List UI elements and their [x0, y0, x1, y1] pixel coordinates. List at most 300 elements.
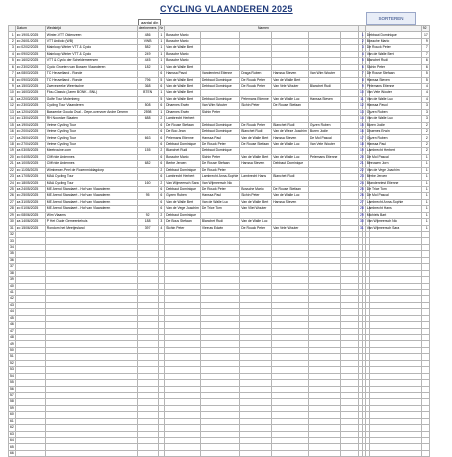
rider-name-cell[interactable]: Bossche Mario — [165, 154, 201, 160]
club-count[interactable]: 1 — [158, 38, 165, 44]
rider-name-cell[interactable]: De Rouck Peter — [200, 167, 239, 173]
event-date[interactable]: za 19/04/2025 — [15, 122, 45, 128]
ranking-score[interactable]: 1 — [421, 186, 429, 192]
club-count[interactable]: 1 — [158, 45, 165, 51]
rider-name-cell[interactable]: Van de Walle Bert — [272, 77, 309, 83]
ranking-score[interactable]: 2 — [421, 135, 429, 141]
rider-name-cell[interactable]: De Rouck Peter — [240, 77, 272, 83]
club-count[interactable] — [158, 450, 165, 456]
row-number[interactable]: 1 — [9, 32, 16, 38]
ranking-position[interactable]: 20 — [360, 154, 364, 159]
row-number[interactable]: 45 — [10, 315, 14, 320]
participants-count[interactable]: VWB — [137, 38, 158, 44]
participants-count[interactable]: 155 — [137, 148, 158, 154]
ranking-rider-name[interactable]: Van Vele Wouter — [365, 90, 421, 96]
row-number[interactable]: 23 — [10, 174, 14, 179]
event-name[interactable]: Mainloop Winter VTT & Cyclo — [45, 51, 137, 57]
row-number[interactable]: 52 — [10, 360, 14, 365]
ranking-score[interactable]: 3 — [421, 103, 429, 109]
rider-name-cell[interactable]: Pelemans Etienne — [165, 135, 201, 141]
table-row[interactable] — [9, 122, 370, 128]
event-date[interactable]: za 26/04/2025 — [15, 135, 45, 141]
ranking-score[interactable]: 5 — [421, 71, 429, 77]
row-number[interactable]: 38 — [10, 270, 14, 275]
row-number[interactable]: 13 — [10, 109, 14, 114]
club-count[interactable]: 5 — [158, 77, 165, 83]
ranking-position[interactable]: 22 — [360, 167, 364, 172]
rider-name-cell[interactable]: Bossche Mario — [165, 58, 201, 64]
ranking-score[interactable]: 4 — [421, 90, 429, 96]
rider-name-cell[interactable]: Hanssa Steven — [308, 96, 340, 102]
ranking-score[interactable]: 7 — [421, 45, 429, 51]
ranking-score[interactable]: 1 — [421, 167, 429, 173]
event-date[interactable]: za 10/05/2025 — [15, 161, 45, 167]
rider-name-cell[interactable]: Hanssa Steven — [272, 135, 309, 141]
rider-name-cell[interactable]: Van de Vege Joachim — [166, 206, 199, 211]
rider-name-cell[interactable]: Buren Jodie — [308, 129, 340, 135]
participants-count[interactable]: 486 — [137, 32, 158, 38]
ranking-position[interactable]: 30 — [360, 219, 364, 224]
ranking-score[interactable]: 3 — [421, 109, 429, 115]
row-number[interactable]: 21 — [10, 161, 14, 166]
rider-name-cell[interactable]: Sichin Peter — [240, 103, 272, 109]
event-name[interactable]: Wim Vlaams — [45, 212, 137, 218]
ranking-rider-name[interactable]: Hanssa Pavol — [365, 103, 421, 109]
rider-name-cell[interactable]: Dhaenes Erwin — [165, 103, 201, 109]
row-number[interactable]: 62 — [10, 425, 14, 430]
rider-name-cell[interactable]: Van de Walle Luc — [272, 96, 309, 102]
rider-name-cell[interactable]: Vleeuw Edwin — [200, 225, 239, 231]
rider-name-cell[interactable]: Gyzen Ruben — [165, 193, 201, 199]
ranking-score[interactable]: 1 — [421, 199, 429, 205]
ranking-score[interactable]: 5 — [421, 77, 429, 83]
ranking-rider-name[interactable]: De Mol Pascal — [365, 193, 421, 199]
ranking-position[interactable]: 23 — [360, 174, 364, 179]
rider-name-cell[interactable]: Hanssa Steven — [272, 199, 309, 205]
club-count[interactable]: 4 — [158, 225, 165, 231]
ranking-score[interactable]: 17 — [421, 32, 429, 38]
rider-name-cell[interactable]: Vandenriest Etienne — [200, 71, 239, 77]
ranking-position[interactable]: 3 — [359, 45, 366, 51]
event-date[interactable]: zo 15/06/2025 — [15, 225, 45, 231]
event-name[interactable]: Vetme Cycling Tour — [45, 135, 137, 141]
event-date[interactable]: zo 02/02/2025 — [15, 45, 45, 51]
ranking-position[interactable]: 4 — [359, 51, 366, 57]
row-number[interactable]: 57 — [10, 393, 14, 398]
club-count[interactable]: 6 — [158, 83, 165, 89]
ranking-rider-name[interactable]: Van Wijmeersch Sara — [365, 225, 421, 231]
event-date[interactable]: zo 23/02/2025 — [15, 64, 45, 70]
ranking-rider-name[interactable]: Gyzen Ruben — [365, 109, 421, 115]
ranking-rider-name[interactable]: Blanchet Rudi — [365, 58, 421, 64]
event-name[interactable]: Meetrouine.com — [45, 148, 137, 154]
ranking-rider-name[interactable]: Berbe Jeroen — [365, 174, 421, 180]
ranking-rider-name[interactable]: De Rouck Peter — [365, 45, 421, 51]
row-number[interactable]: 41 — [10, 290, 14, 295]
row-number[interactable]: 3 — [9, 45, 16, 51]
event-name[interactable]: Cycling Tour Vlaanderen — [45, 103, 137, 109]
row-number[interactable]: 44 — [10, 309, 14, 314]
ranking-score[interactable]: 1 — [421, 206, 429, 212]
ranking-position[interactable]: 17 — [360, 135, 364, 140]
ranking-position[interactable]: 29 — [360, 212, 364, 217]
rider-name-cell[interactable]: Sichin Peter — [240, 193, 272, 199]
row-number[interactable]: 49 — [10, 341, 14, 346]
ranking-score[interactable]: 9 — [421, 38, 429, 44]
rider-name-cell[interactable]: Van de Walle Bert — [165, 77, 201, 83]
ranking-rider-name[interactable]: Lambrecht Hans — [365, 206, 421, 212]
ranking-position[interactable]: 31 — [360, 225, 364, 230]
row-number[interactable]: 39 — [10, 277, 14, 282]
ranking-rider-name[interactable]: Hanssa Steven — [365, 77, 421, 83]
club-count[interactable]: 5 — [158, 96, 165, 102]
rider-name-cell[interactable]: Van de Walle Bert — [240, 199, 272, 205]
club-count[interactable]: 6 — [158, 161, 165, 167]
event-date[interactable]: zo 13/04/2025 — [15, 116, 45, 122]
table-row[interactable] — [9, 96, 370, 102]
ranking-position[interactable]: 21 — [360, 161, 364, 166]
rider-name-cell[interactable]: Hanssa Paul — [200, 135, 239, 141]
participants-count[interactable]: 508 — [137, 103, 158, 109]
club-count[interactable]: 6 — [158, 71, 165, 77]
rider-name-cell[interactable]: Debbaut Dominique — [200, 148, 239, 154]
event-date[interactable]: zo 25/05/2025 — [15, 193, 45, 199]
rider-name-cell[interactable]: Van de Walle Bert — [165, 45, 201, 51]
ranking-rider-name[interactable]: Beeuwen Jorn — [365, 161, 421, 167]
rider-name-cell[interactable]: Van Vele Wouter — [272, 83, 309, 89]
rider-name-cell[interactable]: Debbaut Dominique — [200, 83, 239, 89]
participants-count[interactable]: 2598 — [137, 109, 158, 115]
event-date[interactable]: zo 27/04/2025 — [15, 141, 45, 147]
ranking-score[interactable]: 3 — [421, 116, 429, 122]
event-date[interactable]: zo 26/01/2025 — [15, 38, 45, 44]
row-number[interactable]: 31 — [10, 225, 14, 230]
event-date[interactable]: zo 04/05/2025 — [15, 154, 45, 160]
ranking-score[interactable]: 1 — [421, 161, 429, 167]
rider-name-cell[interactable]: Pelemans Etienne — [240, 96, 272, 102]
club-count[interactable]: 2 — [158, 148, 165, 154]
participants-count[interactable]: 249 — [137, 51, 158, 57]
ranking-position[interactable] — [359, 450, 366, 456]
participants-count[interactable]: 663 — [137, 135, 158, 141]
ranking-position[interactable]: 25 — [360, 187, 364, 192]
rider-name-cell[interactable]: Lambrecht Hans — [240, 174, 272, 180]
event-name[interactable]: Cliff ride Ardennes — [45, 161, 137, 167]
ranking-rider-name[interactable]: Van de Vege Joachim — [365, 167, 421, 173]
club-count[interactable]: 6 — [158, 186, 165, 192]
row-number[interactable]: 40 — [10, 283, 14, 288]
ranking-position[interactable]: 28 — [360, 206, 364, 211]
rider-name-cell[interactable]: De Rouck Peter — [240, 225, 272, 231]
row-number[interactable]: 19 — [10, 148, 14, 153]
participants-count[interactable]: 397 — [137, 225, 158, 231]
ranking-position[interactable]: 12 — [360, 103, 364, 108]
participants-count[interactable]: 582 — [137, 45, 158, 51]
rider-name-cell[interactable]: Draga Ruben — [240, 71, 272, 77]
club-count[interactable]: 1 — [158, 32, 165, 38]
event-name[interactable]: Rondom het Meetjesland — [45, 225, 137, 231]
table-row[interactable] — [9, 135, 370, 141]
ranking-position[interactable]: 8 — [359, 77, 366, 83]
event-date[interactable]: zo 19/01/2025 — [15, 32, 45, 38]
club-count[interactable]: 6 — [158, 103, 165, 109]
rider-name-cell[interactable]: De Rouck Peter — [240, 122, 272, 128]
club-count[interactable]: 6 — [158, 193, 165, 199]
participants-count[interactable]: 688 — [137, 116, 158, 122]
event-date[interactable]: za 15/03/2025 — [15, 83, 45, 89]
club-count[interactable]: 2 — [158, 116, 165, 122]
event-date[interactable]: za 24/05/2025 — [15, 186, 45, 192]
rider-name-cell[interactable]: Blanchet Rudi — [308, 83, 340, 89]
rider-name-cell[interactable]: Debbaut Dominique — [200, 96, 239, 102]
rider-name-cell[interactable]: Debbaut Dominique — [200, 129, 239, 135]
ranking-rider-name[interactable]: Van de Walle Bert — [365, 51, 421, 57]
rider-name-cell[interactable]: Bossche Mario — [240, 186, 272, 192]
row-number[interactable]: 20 — [10, 154, 14, 159]
ranking-rider-name[interactable] — [365, 450, 421, 456]
row-number[interactable]: 36 — [10, 257, 14, 262]
participants-count[interactable]: 92 — [137, 212, 158, 218]
event-name[interactable]: Vetme Cycling Tour — [45, 141, 137, 147]
rider-name-cell[interactable]: Van de Walle Bert — [240, 135, 272, 141]
row-number[interactable]: 54 — [10, 373, 14, 378]
rider-name-cell[interactable]: Bossche Mario — [165, 38, 201, 44]
row-number[interactable]: 50 — [10, 347, 14, 352]
row-number[interactable]: 46 — [10, 322, 14, 327]
ranking-position[interactable]: 10 — [360, 90, 364, 95]
ranking-rider-name[interactable]: Sichin Peter — [365, 64, 421, 70]
ranking-score[interactable]: 1 — [421, 154, 429, 160]
ranking-rider-name[interactable]: De Trice Tom — [365, 186, 421, 192]
row-number[interactable]: 32 — [10, 232, 14, 237]
rider-name-cell[interactable]: Van de Walle Bert — [165, 96, 201, 102]
rider-name-cell[interactable]: De Rouse Stefaan — [240, 141, 272, 147]
row-number[interactable]: 64 — [10, 438, 14, 443]
row-number[interactable]: 17 — [10, 135, 14, 140]
club-count[interactable]: 6 — [158, 122, 165, 128]
row-number[interactable]: 63 — [10, 431, 14, 436]
row-number[interactable]: 5 — [9, 58, 16, 64]
row-number[interactable]: 43 — [10, 302, 14, 307]
row-number[interactable]: 26 — [10, 193, 14, 198]
row-number[interactable]: 59 — [10, 405, 14, 410]
ranking-position[interactable]: 11 — [360, 96, 364, 101]
event-name[interactable] — [45, 450, 137, 456]
row-number[interactable]: 60 — [10, 412, 14, 417]
rider-name-cell[interactable]: Van de Walle Luc — [240, 219, 272, 225]
club-count[interactable]: 2 — [158, 167, 165, 173]
row-number[interactable]: 15 — [10, 122, 14, 127]
ranking-score[interactable]: 2 — [421, 122, 429, 128]
rider-name-cell[interactable]: Van de Weze Joachim — [273, 129, 307, 134]
rider-name-cell[interactable]: De Bous Stefaan — [165, 219, 201, 225]
rider-name-cell[interactable]: Debbaut Dominique — [165, 186, 201, 192]
rider-name-cell[interactable]: Van Wim Wouter — [308, 71, 340, 77]
rider-name-cell[interactable]: De Trice Tom — [200, 206, 239, 212]
rider-name-cell[interactable] — [165, 450, 201, 456]
event-name[interactable]: Winter-VTT Oldenzeen — [45, 32, 137, 38]
row-number[interactable]: 51 — [10, 354, 14, 359]
ranking-position[interactable]: 16 — [360, 129, 364, 134]
row-number[interactable]: 30 — [10, 219, 14, 224]
row-number[interactable]: 53 — [10, 367, 14, 372]
rider-name-cell[interactable]: Debbaut Dominique — [165, 212, 201, 218]
rider-name-cell[interactable]: Van de Walle Luc — [272, 193, 309, 199]
rider-name-cell[interactable]: Sichin Peter — [165, 225, 201, 231]
ranking-rider-name[interactable]: Lambrecht Anna-Sophie — [365, 199, 421, 205]
ranking-score[interactable]: 1 — [421, 212, 429, 218]
rider-name-cell[interactable]: Van de Walle Bert — [165, 64, 201, 70]
ranking-position[interactable]: 1 — [359, 32, 366, 38]
event-name[interactable]: Vetme Cycling Tour — [45, 122, 137, 128]
participants-count[interactable]: 368 — [137, 83, 158, 89]
club-count[interactable]: 6 — [158, 174, 165, 180]
row-number[interactable]: 65 — [10, 444, 14, 449]
participants-count[interactable]: 682 — [137, 161, 158, 167]
rider-name-cell[interactable]: De Rouse Stefaan — [200, 161, 239, 167]
row-number[interactable]: 66 — [10, 450, 14, 455]
club-count[interactable]: 1 — [158, 51, 165, 57]
ranking-position[interactable]: 15 — [360, 122, 364, 127]
event-name[interactable]: Wimbewer-Peel de Rozenmiddagdorp — [45, 167, 137, 173]
ranking-position[interactable]: 13 — [360, 109, 364, 114]
ranking-score[interactable]: 1 — [421, 225, 429, 231]
rider-name-cell[interactable]: Van de Walle Bert — [165, 83, 201, 89]
ranking-rider-name[interactable]: Brandenriest Etienne — [365, 180, 421, 186]
event-date[interactable]: zo 01/06/2025 — [15, 206, 45, 212]
ranking-rider-name[interactable]: Dhaenes Erwin — [365, 129, 421, 135]
event-name[interactable]: MAA Cycling Tour — [45, 180, 137, 186]
rider-name-cell[interactable]: Hanssa Pavol — [165, 71, 201, 77]
event-date[interactable]: zo 09/03/2025 — [15, 77, 45, 83]
event-date[interactable]: za 31/05/2025 — [15, 199, 45, 205]
rider-name-cell[interactable]: Blanchet Rudi — [200, 219, 239, 225]
row-number[interactable]: 37 — [10, 264, 14, 269]
ranking-position[interactable]: 14 — [360, 116, 364, 121]
rider-name-cell[interactable]: De Rouse Stefaan — [165, 122, 201, 128]
participants-count[interactable] — [137, 450, 158, 456]
rider-name-cell[interactable]: Hanssa Steven — [240, 161, 272, 167]
event-date[interactable]: zo 23/03/2025 — [15, 103, 45, 109]
rider-name-cell[interactable]: Van Vele Wouter — [272, 225, 309, 231]
row-number[interactable]: 8 — [9, 77, 16, 83]
rider-name-cell[interactable] — [272, 450, 309, 456]
rider-name-cell[interactable]: Debbaut Dominique — [272, 161, 309, 167]
club-count[interactable]: 2 — [158, 212, 165, 218]
row-number[interactable]: 56 — [10, 386, 14, 391]
rider-name-cell[interactable]: De Rouck Peter — [200, 186, 239, 192]
event-date[interactable]: za 14/06/2025 — [15, 219, 45, 225]
event-date[interactable]: zo 09/02/2025 — [15, 51, 45, 57]
event-name[interactable]: Mainloop Winter VTT & Cyclo — [45, 45, 137, 51]
rider-name-cell[interactable]: Van Wijmeersch Nic — [200, 180, 239, 186]
rider-name-cell[interactable] — [200, 450, 239, 456]
ranking-rider-name[interactable]: Van Wijmeersch Nic — [365, 219, 421, 225]
club-count[interactable]: 2 — [158, 180, 165, 186]
row-number[interactable]: 55 — [10, 380, 14, 385]
event-date[interactable]: za 03/05/2025 — [15, 148, 45, 154]
rider-name-cell[interactable]: Blanchet Rudi — [272, 122, 309, 128]
participants-count[interactable]: 182 — [137, 64, 158, 70]
ranking-rider-name[interactable]: Debbaut Dominique — [365, 32, 421, 38]
rider-name-cell[interactable]: De Rouse Stefaan — [272, 186, 309, 192]
rider-name-cell[interactable]: De Rouck Peter — [200, 141, 239, 147]
club-count[interactable]: 6 — [158, 154, 165, 160]
event-date[interactable]: zo 08/06/2025 — [15, 212, 45, 218]
rider-name-cell[interactable]: Blanchet Rudi — [240, 129, 272, 135]
table-row[interactable] — [9, 450, 370, 456]
ranking-score[interactable]: 1 — [421, 219, 429, 225]
rider-name-cell[interactable]: Sichin Peter — [200, 109, 239, 115]
ranking-score[interactable]: 2 — [421, 148, 429, 154]
ranking-position[interactable]: 24 — [360, 180, 364, 185]
row-number[interactable]: 48 — [10, 335, 14, 340]
table-row[interactable] — [9, 141, 370, 147]
club-count[interactable]: 1 — [158, 58, 165, 64]
ranking-score[interactable]: 1 — [421, 180, 429, 186]
event-name[interactable]: P Het Oude Gemeentehuis — [45, 219, 137, 225]
ranking-rider-name[interactable]: Van de Walle Luc — [365, 116, 421, 122]
row-number[interactable]: 2 — [9, 38, 16, 44]
event-name[interactable]: ME Arend Standaert - Hof van Vlaanderen — [45, 186, 137, 192]
row-number[interactable]: 16 — [10, 129, 14, 134]
row-number[interactable]: 11 — [10, 96, 14, 101]
event-name[interactable]: Vetme Cycling Tour — [45, 129, 137, 135]
row-number[interactable]: 24 — [10, 180, 14, 185]
rider-name-cell[interactable]: Lambrecht Anna-Sophie — [201, 174, 239, 179]
rider-name-cell[interactable]: Berbe Jeroen — [165, 161, 201, 167]
club-count[interactable]: 3 — [158, 219, 165, 225]
rider-name-cell[interactable]: De Boo Jean — [165, 129, 201, 135]
event-name[interactable]: VTT Ardiolo (WB) — [45, 38, 137, 44]
rider-name-cell[interactable]: Bossche Mario — [165, 51, 201, 57]
rider-name-cell[interactable]: Van Wijmeersch Sara — [166, 180, 199, 185]
row-number[interactable]: 18 — [10, 141, 14, 146]
event-name[interactable]: ME Arend Standaert - Hof van Vlaanderen — [45, 193, 137, 199]
row-number[interactable]: 7 — [9, 71, 16, 77]
row-number[interactable]: 9 — [9, 83, 16, 89]
ranking-score[interactable]: 2 — [421, 141, 429, 147]
rider-name-cell[interactable]: Blanchet Rudi — [165, 148, 201, 154]
rider-name-cell[interactable]: Debbaut Dominique — [200, 77, 239, 83]
ranking-score[interactable]: 2 — [421, 129, 429, 135]
ranking-rider-name[interactable]: Bossche Mario — [365, 38, 421, 44]
row-number[interactable]: 25 — [10, 187, 14, 192]
rider-name-cell[interactable]: Van de Walle Luc — [200, 199, 239, 205]
event-date[interactable]: zo 20/04/2025 — [15, 129, 45, 135]
ranking-rider-name[interactable]: Van de Walle Luc — [365, 96, 421, 102]
event-name[interactable]: ME Arend Standaert - Hof van Vlaanderen — [45, 206, 137, 212]
event-date[interactable]: za 12/04/2025 — [15, 109, 45, 115]
club-count[interactable]: 1 — [158, 109, 165, 115]
ranking-position[interactable]: 9 — [359, 83, 366, 89]
row-number[interactable]: 6 — [9, 64, 16, 70]
rider-name-cell[interactable]: Van de Walle Bert — [240, 154, 272, 160]
club-count[interactable]: 1 — [158, 64, 165, 70]
ranking-score[interactable]: 1 — [421, 193, 429, 199]
participants-count[interactable]: 445 — [137, 58, 158, 64]
ranking-position[interactable]: 27 — [360, 199, 364, 204]
ranking-rider-name[interactable]: Gyzen Ruben — [365, 135, 421, 141]
row-number[interactable]: 28 — [10, 206, 14, 211]
rider-name-cell[interactable]: Van Wim Wouter — [200, 103, 239, 109]
ranking-score[interactable]: 1 — [421, 174, 429, 180]
participants-count[interactable]: BTEN — [137, 90, 158, 96]
club-count[interactable]: 6 — [158, 141, 165, 147]
event-date[interactable]: za 17/05/2025 — [15, 174, 45, 180]
row-number[interactable]: 22 — [10, 167, 14, 172]
row-number[interactable]: 27 — [10, 199, 14, 204]
